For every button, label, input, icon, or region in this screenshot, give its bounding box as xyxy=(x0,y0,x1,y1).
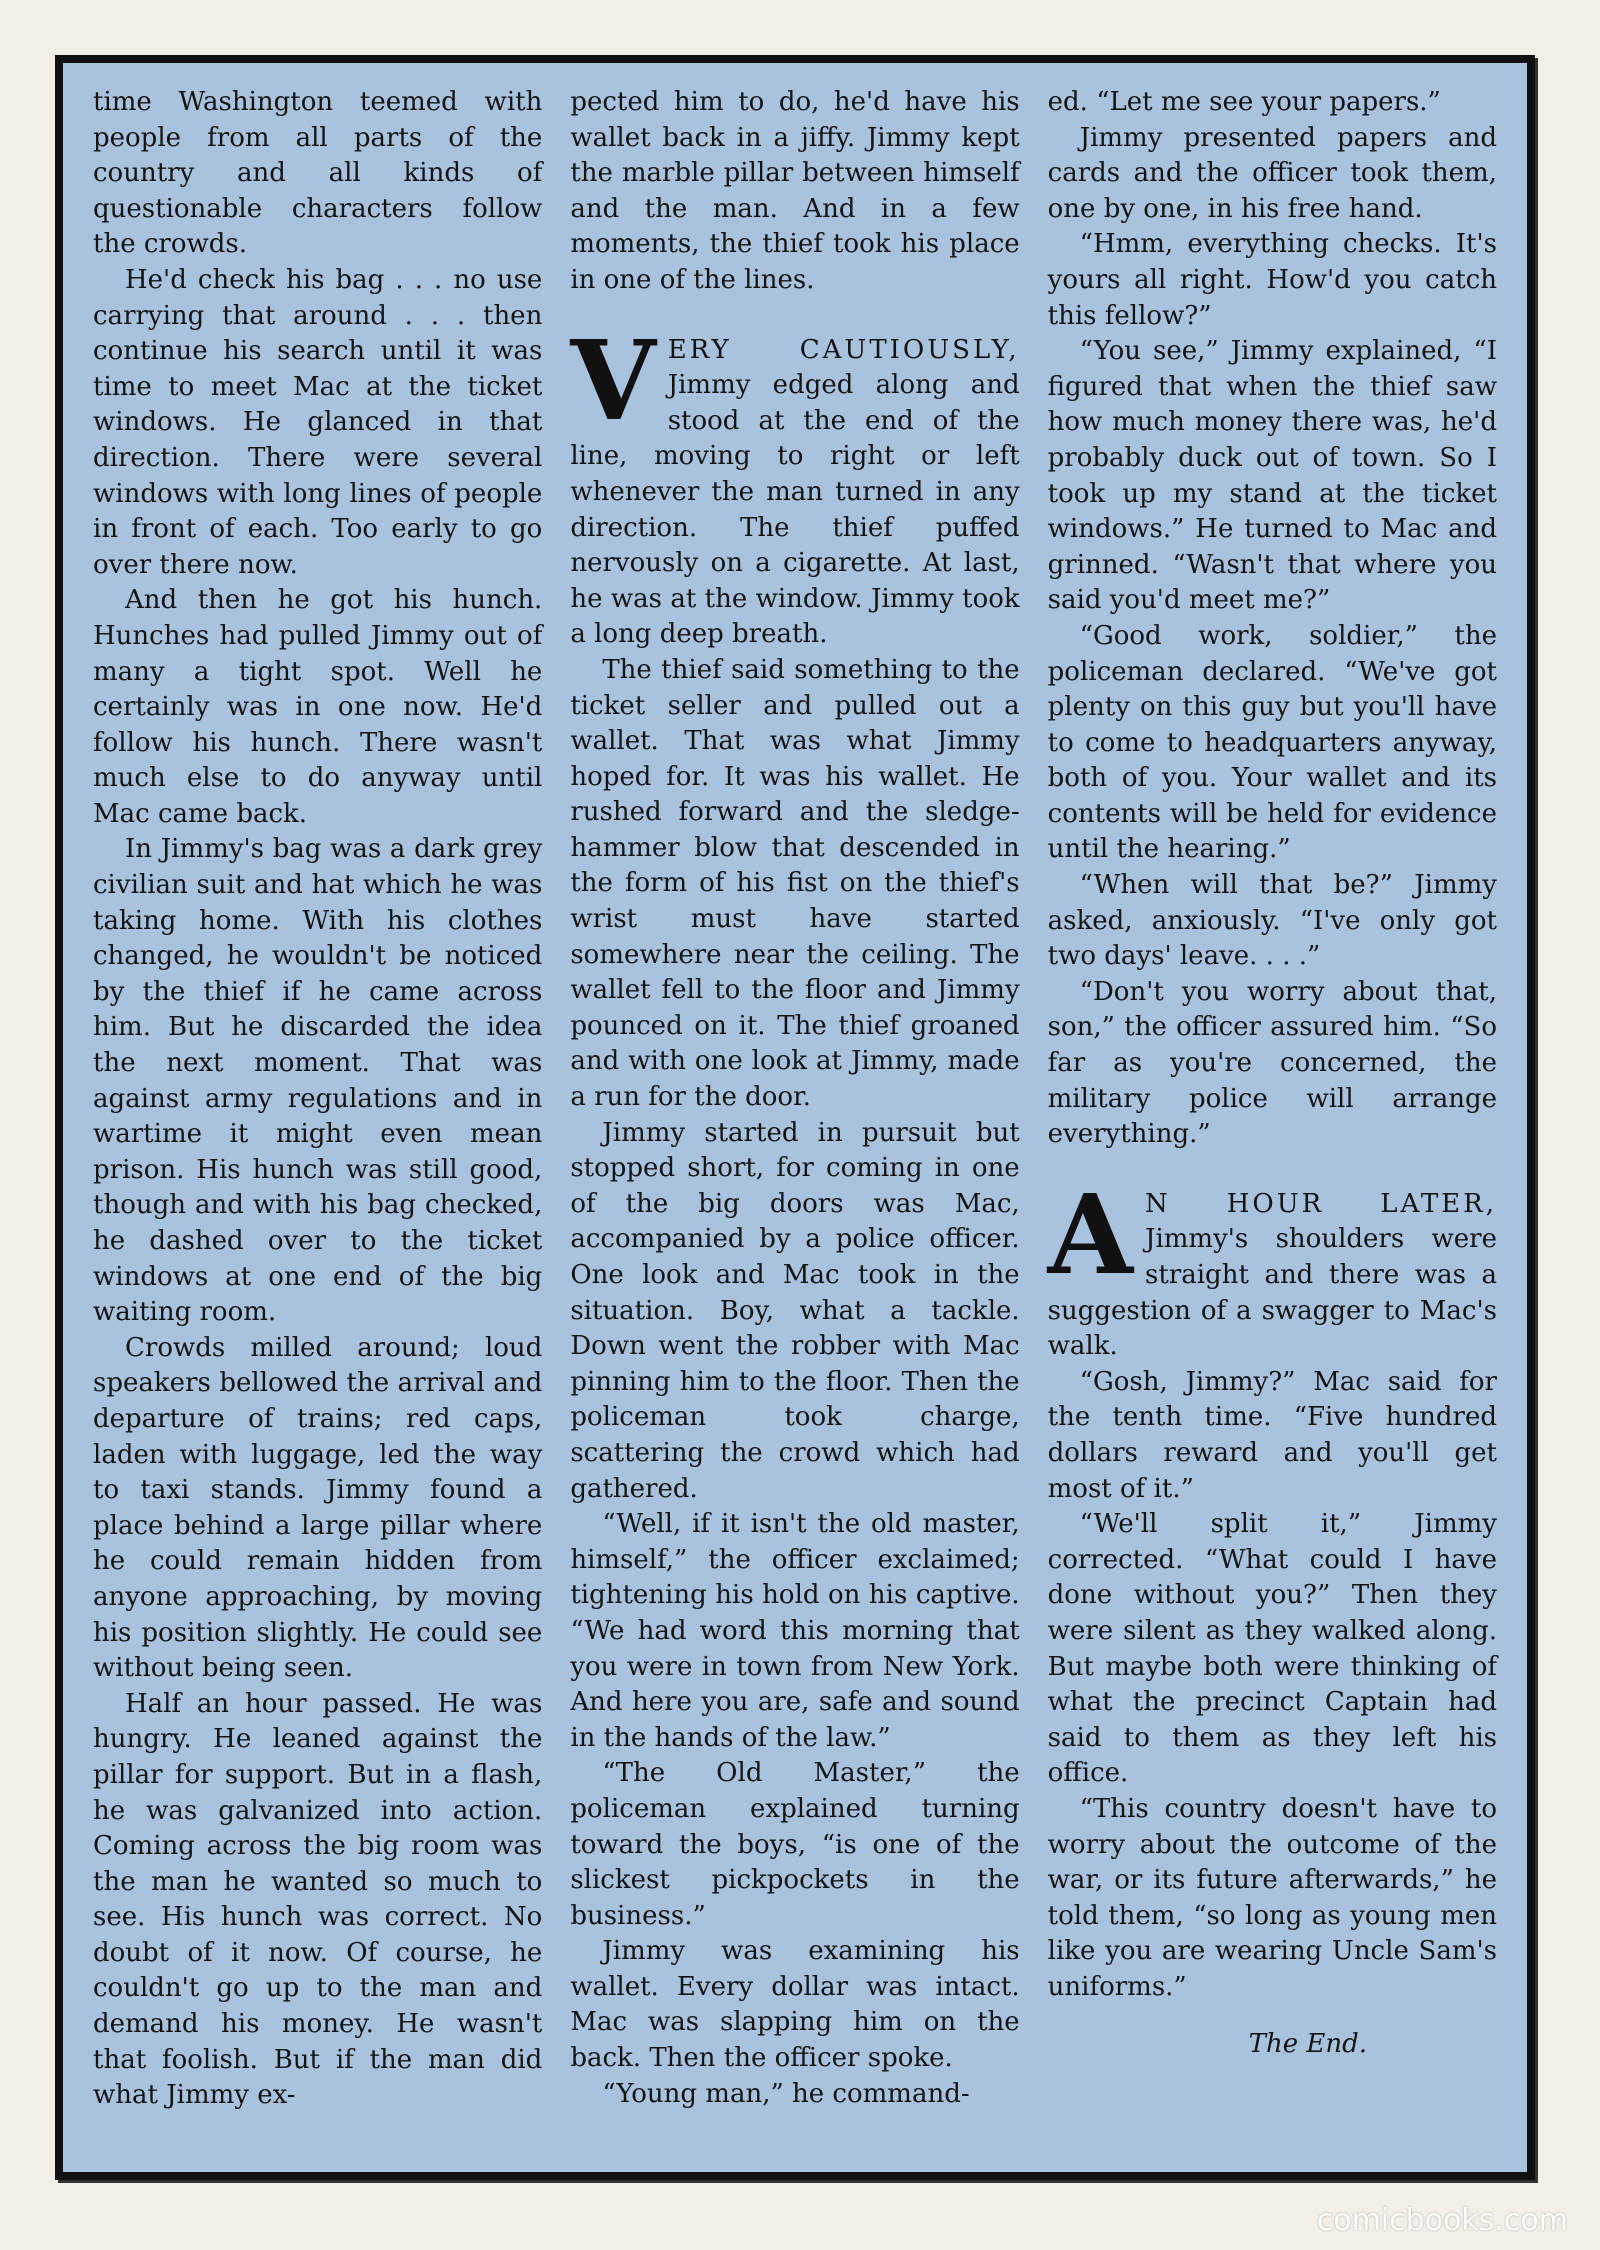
the-end-label: The End. xyxy=(1248,2029,1367,2060)
text-columns xyxy=(93,85,1497,2152)
lead-in-text: ERY CAUTIOUSLY, xyxy=(667,334,1020,365)
paragraph: ed. “Let me see your papers.” xyxy=(1047,87,1441,117)
drop-cap-letter: V xyxy=(570,315,656,445)
paragraph: The thief said something to the ticket seller and pulled out a wallet. That was what Jimmy hoped for. It was his wallet. He rushed forward and the sledge-hammer blow that descended in the form of his fist on the thief's wrist must have started somewhere near the ceiling. The wallet fell to the floor and Jimmy pounced on it. The thief groaned and with one look at Jimmy, made a run for the door. xyxy=(570,654,1020,1113)
story-panel xyxy=(55,55,1535,2180)
paragraph: “You see,” Jimmy explained, “I figured that when the thief saw how much money there was, he'd probably duck out of town. So I took up my stand at the ticket windows.” He turned to Mac and grinned. “Wasn't that where you said you'd meet me?” xyxy=(1047,336,1497,616)
paragraph: Jimmy was examining his wallet. Every dollar was intact. Mac was slapping him on the back. Then the officer spoke. xyxy=(570,1936,1020,2074)
paragraph: “Well, if it isn't the old master, himself,” the officer exclaimed; tightening his hold on his captive. “We had word this morning that you were in town from New York. And here you are, safe and sound in the hands of the law.” xyxy=(570,1509,1020,1753)
paragraph: In Jimmy's bag was a dark grey civilian suit and hat which he was taking home. With his clothes changed, he wouldn't be noticed by the thief if he came across him. But he discarded the idea the next moment. That was against army regulations and in wartime it might even mean prison. His hunch was still good, though and with his bag checked, he dashed over to the ticket windows at one end of the big waiting room. xyxy=(93,834,543,1328)
paragraph: “The Old Master,” the policeman explained turning toward the boys, “is one of the slickest pickpockets in the business.” xyxy=(570,1758,1020,1931)
column-3 xyxy=(1048,85,1497,2152)
paragraph: time Washington teemed with people from all parts of the country and all kinds of questionable characters follow the crowds. xyxy=(93,87,543,260)
paragraph: “Hmm, everything checks. It's yours all right. How'd you catch this fellow?” xyxy=(1047,229,1497,331)
paragraph: “We'll split it,” Jimmy corrected. “What could I have done without you?” Then they were silent as they walked along. But maybe both were thinking of what the precinct Captain had said to them as they left his office. xyxy=(1047,1509,1497,1789)
paragraph: Jimmy presented papers and cards and the officer took them, one by one, in his free hand. xyxy=(1047,122,1497,224)
paragraph: “Young man,” he command- xyxy=(602,2078,970,2109)
paragraph: “Gosh, Jimmy?” Mac said for the tenth time. “Five hundred dollars reward and you'll get most of it.” xyxy=(1047,1366,1497,1504)
paragraph: Jimmy started in pursuit but stopped short, for coming in one of the big doors was Mac, accompanied by a police officer. One look and Mac took in the situation. Boy, what a tackle. Down went the robber with Mac pinning him to the floor. Then the policeman took charge, scattering the crowd which had gathered. xyxy=(570,1117,1020,1504)
paragraph: “Good work, soldier,” the policeman declared. “We've got plenty on this guy but you'll have to come to headquarters anyway, both of you. Your wallet and its contents will be held for evidence until the hearing.” xyxy=(1047,620,1497,865)
paragraph: “This country doesn't have to worry about the outcome of the war, or its future afterwards,” he told them, “so long as young men like you are wearing Uncle Sam's uniforms.” xyxy=(1047,1793,1497,2002)
paragraph: Crowds milled around; loud speakers bellowed the arrival and departure of trains; red caps, laden with luggage, led the way to taxi stands. Jimmy found a place behind a large pillar where he could remain hidden from anyone approaching, by moving his position slightly. He could see without being seen. xyxy=(93,1332,543,1684)
paragraph: He'd check his bag . . . no use carrying that around . . . then continue his search until it was time to meet Mac at the ticket windows. He glanced in that direction. There were several windows with long lines of people in front of each. Too early to go over there now. xyxy=(93,264,543,580)
lead-in-text: N HOUR LATER, xyxy=(1145,1188,1497,1219)
paragraph: And then he got his hunch. Hunches had pulled Jimmy out of many a tight spot. Well he certainly was in one now. He'd follow his hunch. There wasn't much else to do anyway until Mac came back. xyxy=(93,585,543,829)
paragraph: pected him to do, he'd have his wallet back in a jiffy. Jimmy kept the marble pillar between himself and the man. And in a few moments, the thief took his place in one of the lines. xyxy=(570,87,1020,295)
column-2 xyxy=(570,85,1019,2152)
paragraph: Half an hour passed. He was hungry. He leaned against the pillar for support. But in a flash, he was galvanized into action. Coming across the big room was the man he wanted so much to see. His hunch was correct. No doubt of it now. Of course, he couldn't go up to the man and demand his money. He wasn't that foolish. But if the man did what Jimmy ex- xyxy=(93,1688,543,2111)
paragraph: “When will that be?” Jimmy asked, anxiously. “I've only got two days' leave. . . .” xyxy=(1047,870,1497,972)
paragraph-text: Jimmy edged along and stood at the end of the line, moving to right or left whenever the man turned in any direction. The thief puffed nervously on a cigarette. At last, he was at the window. Jimmy took a long deep breath. xyxy=(570,370,1020,650)
paragraph: “Don't you worry about that, son,” the officer assured him. “So far as you're concerned, the military police will arrange everything.” xyxy=(1047,976,1497,1150)
drop-cap-letter: A xyxy=(1047,1169,1134,1299)
site-watermark: comicbooks.com xyxy=(1316,2203,1568,2238)
dropcap-paragraph xyxy=(570,315,1020,653)
paragraph-text: Jimmy's shoulders were straight and there was a suggestion of a swagger to Mac's walk. xyxy=(1047,1224,1497,1362)
dropcap-paragraph xyxy=(1047,1169,1497,1365)
column-1 xyxy=(93,85,542,2152)
